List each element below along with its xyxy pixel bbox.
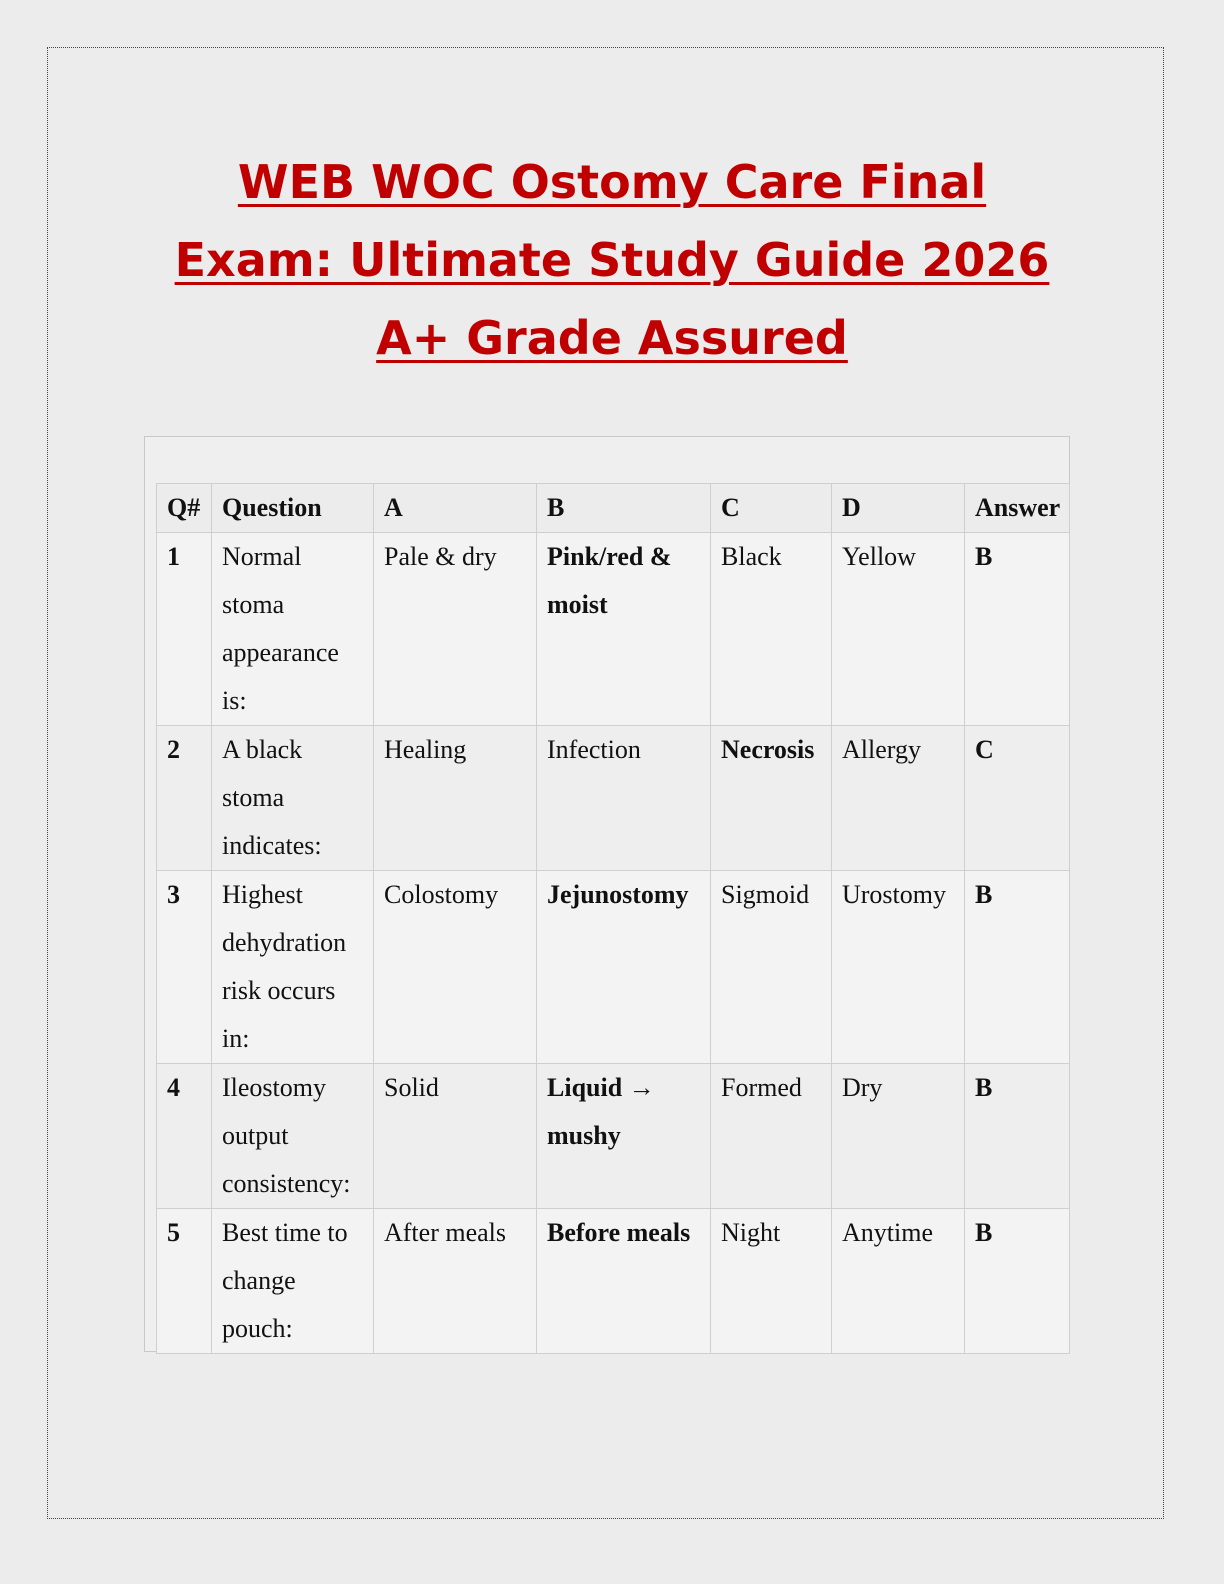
option-c: Night [711,1209,832,1354]
table-row [157,1209,1070,1354]
title-line-2: Exam: Ultimate Study Guide 2026 [174,233,1050,287]
question-number: 3 [157,871,212,1064]
table-row [157,726,1070,871]
question-number: 5 [157,1209,212,1354]
answer: B [965,1209,1070,1354]
answer: B [965,533,1070,726]
option-c: Black [711,533,832,726]
option-d: Yellow [832,533,965,726]
question-text: Best time to change pouch: [212,1209,374,1354]
option-b: Pink/red & moist [537,533,711,726]
table-header-row [157,484,1070,533]
title-line-3: A+ Grade Assured [376,311,848,365]
answer: C [965,726,1070,871]
title-line-1: WEB WOC Ostomy Care Final [237,155,987,209]
question-text: Highest dehydration risk occurs in: [212,871,374,1064]
option-c: Necrosis [711,726,832,871]
answer: B [965,1064,1070,1209]
question-text: Ileostomy output consistency: [212,1064,374,1209]
question-number: 2 [157,726,212,871]
table-row [157,1064,1070,1209]
header-option-b: B [537,484,711,533]
option-c: Formed [711,1064,832,1209]
question-text: A black stoma indicates: [212,726,374,871]
option-a: Pale & dry [374,533,537,726]
option-a: After meals [374,1209,537,1354]
answer: B [965,871,1070,1064]
option-d: Dry [832,1064,965,1209]
option-a: Colostomy [374,871,537,1064]
option-d: Anytime [832,1209,965,1354]
header-qnum: Q# [157,484,212,533]
table-row [157,533,1070,726]
header-answer: Answer [965,484,1070,533]
question-number: 4 [157,1064,212,1209]
document-title [120,143,1104,377]
header-question: Question [212,484,374,533]
question-number: 1 [157,533,212,726]
question-text: Normal stoma appearance is: [212,533,374,726]
option-b: Infection [537,726,711,871]
option-b: Before meals [537,1209,711,1354]
option-b: Liquid → mushy [537,1064,711,1209]
option-a: Solid [374,1064,537,1209]
option-d: Urostomy [832,871,965,1064]
table-row [157,871,1070,1064]
option-b: Jejunostomy [537,871,711,1064]
option-d: Allergy [832,726,965,871]
option-c: Sigmoid [711,871,832,1064]
question-table [156,483,1070,1354]
option-a: Healing [374,726,537,871]
header-option-c: C [711,484,832,533]
header-option-d: D [832,484,965,533]
header-option-a: A [374,484,537,533]
